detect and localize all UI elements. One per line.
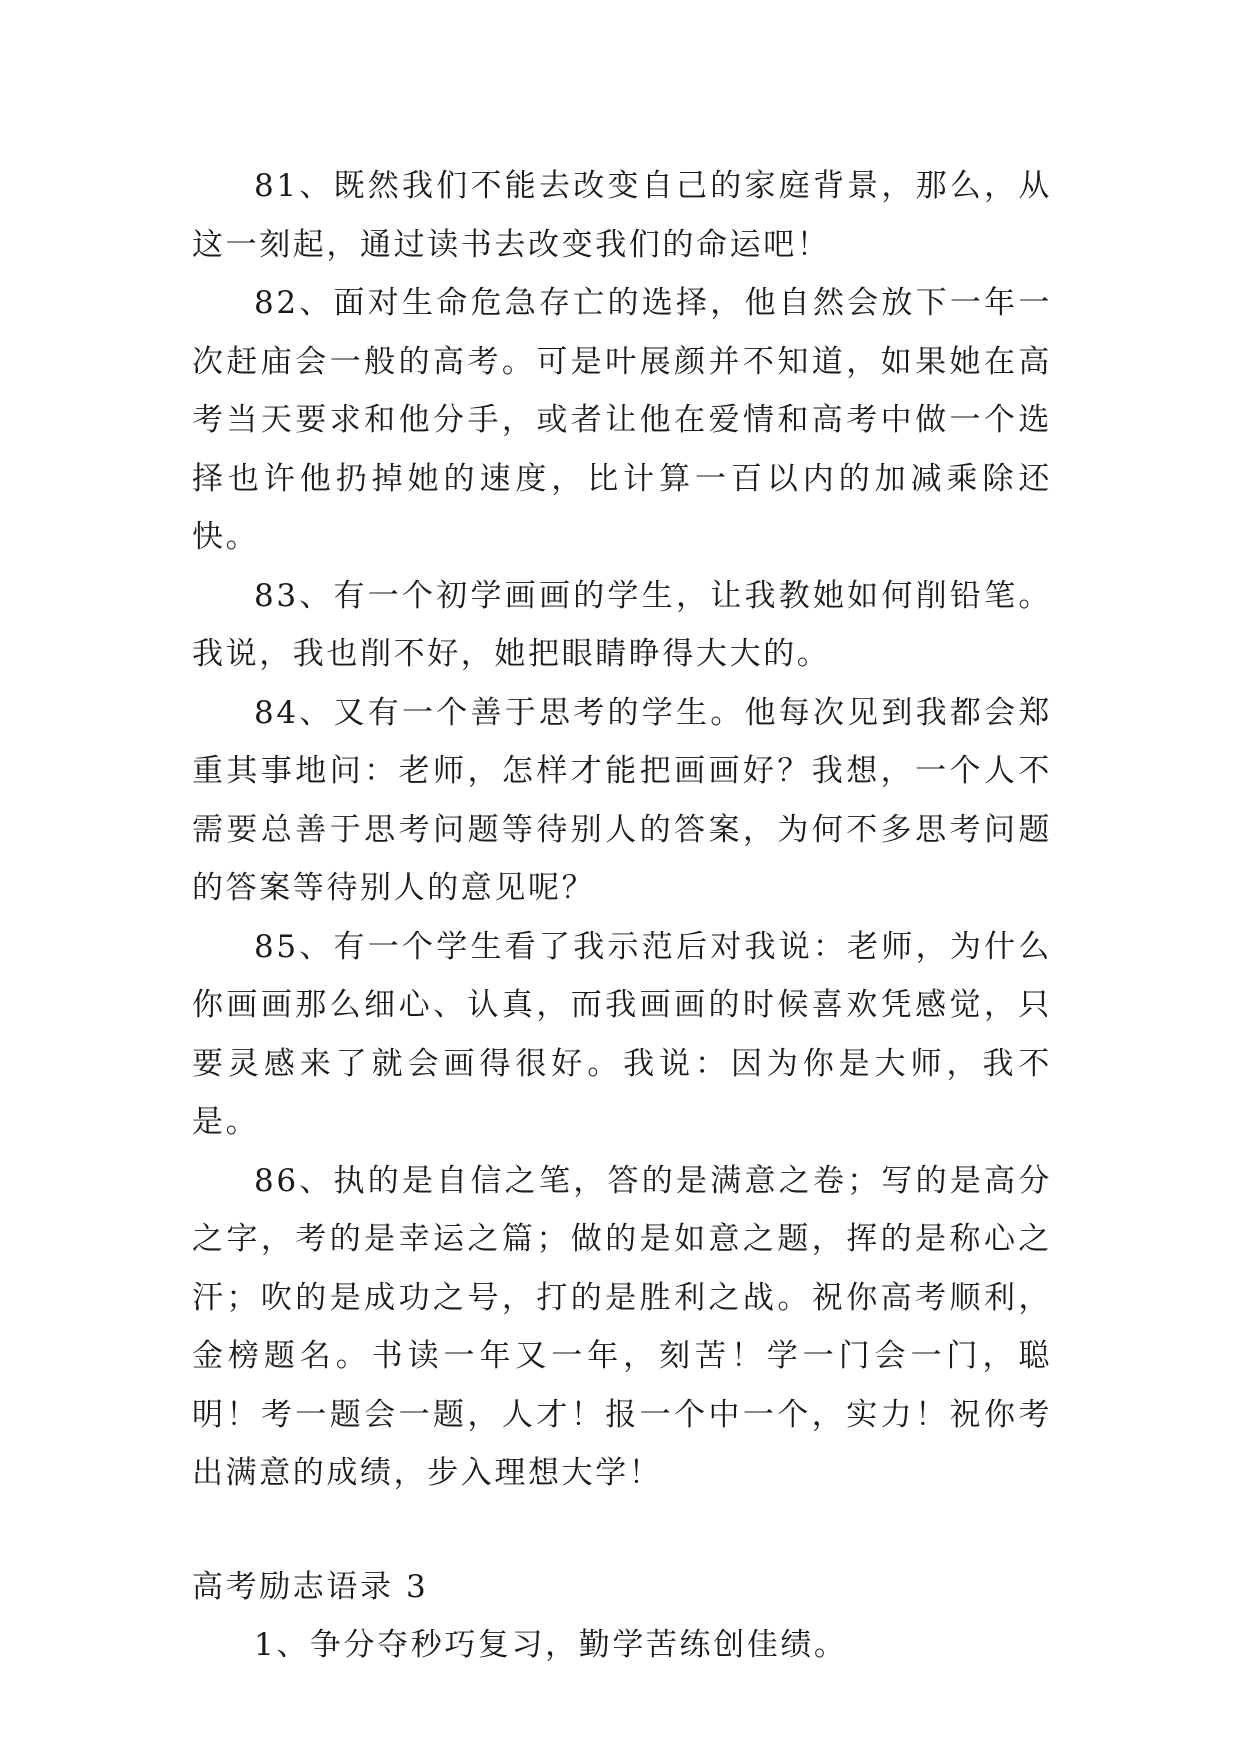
document-body <box>192 157 1052 1675</box>
paragraph-84: 84、又有一个善于思考的学生。他每次见到我都会郑重其事地问：老师，怎样才能把画画好？我想，一个人不需要总善于思考问题等待别人的答案，为何不多思考问题的答案等待别人的意见呢？ <box>192 694 1052 906</box>
paragraph-83: 83、有一个初学画画的学生，让我教她如何削铅笔。我说，我也削不好，她把眼睛睁得大大的。 <box>192 577 1052 672</box>
section-title: 高考励志语录 3 <box>192 1568 429 1605</box>
paragraph-85: 85、有一个学生看了我示范后对我说：老师，为什么你画画那么细心、认真，而我画画的时候喜欢凭感觉，只要灵感来了就会画得很好。我说：因为你是大师，我不是。 <box>192 928 1052 1140</box>
paragraph-1: 1、争分夺秒巧复习，勤学苦练创佳绩。 <box>254 1627 848 1663</box>
paragraph-86: 86、执的是自信之笔，答的是满意之卷；写的是高分之字，考的是幸运之篇；做的是如意之题，挥的是称心之汗；吹的是成功之号，打的是胜利之战。祝你高考顺利，金榜题名。书读一年又一年，刻苦！学一门会一门，聪明！考一题会一题，人才！报一个中一个，实力！祝你考出满意的成绩，步入理想大学！ <box>192 1162 1052 1491</box>
paragraph-81: 81、既然我们不能去改变自己的家庭背景，那么，从这一刻起，通过读书去改变我们的命运吧！ <box>192 168 1052 263</box>
paragraph-82: 82、面对生命危急存亡的选择，他自然会放下一年一次赶庙会一般的高考。可是叶展颜并不知道，如果她在高考当天要求和他分手，或者让他在爱情和高考中做一个选择也许他扔掉她的速度，比计算一百以内的加减乘除还快。 <box>192 285 1052 555</box>
